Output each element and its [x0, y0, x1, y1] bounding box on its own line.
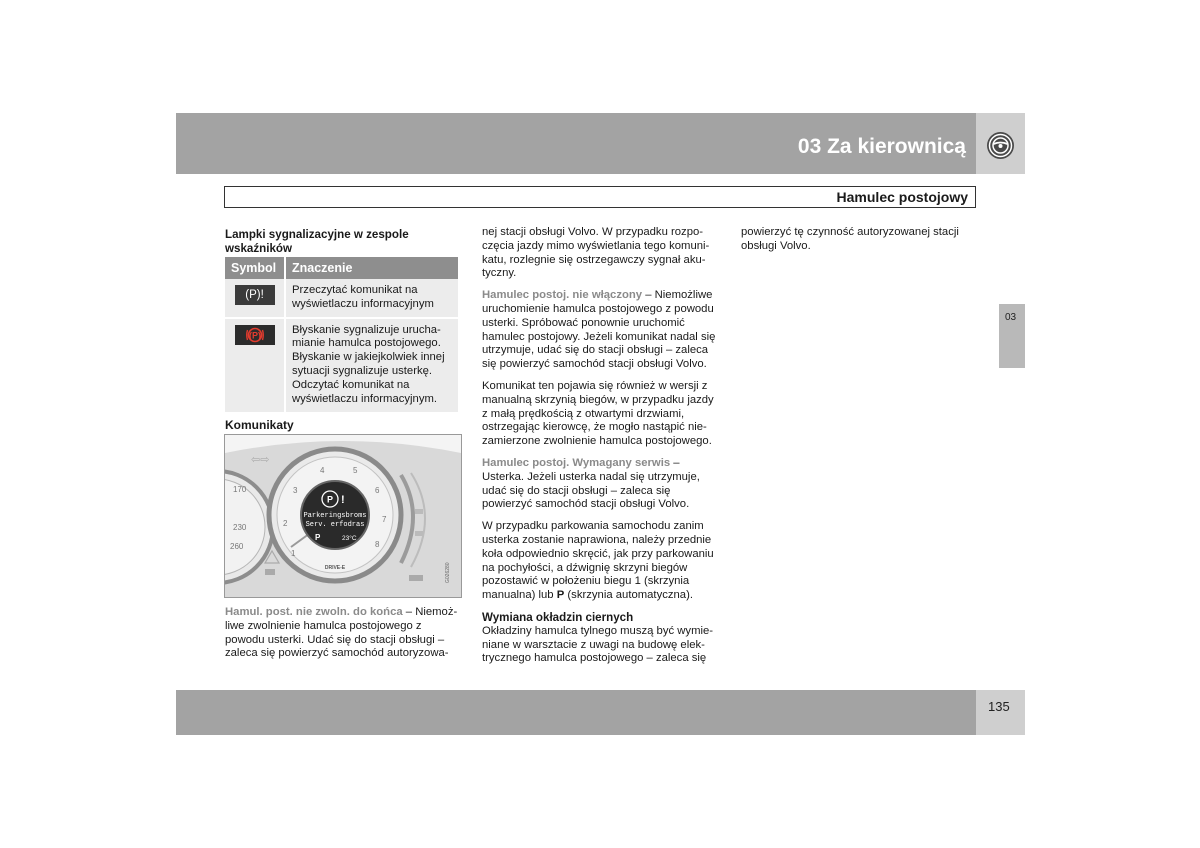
rpm-tick-label: 7: [382, 515, 387, 524]
text-column-2: [482, 226, 718, 666]
speed-tick-label: 260: [230, 542, 244, 551]
table-header-meaning: Znaczenie: [285, 257, 458, 279]
table-row: [225, 279, 458, 318]
signal-lamps-table: [225, 257, 458, 412]
signal-lamps-heading: Lampki sygnalizacyjne w zespole wskaźników: [225, 228, 409, 255]
svg-text:DRIVE-E: DRIVE-E: [324, 565, 346, 571]
message-label: Hamulec postoj. nie włączony: [482, 289, 643, 302]
table-row: [225, 318, 458, 412]
chapter-icon-box: [976, 113, 1025, 174]
message-paragraph: Hamul. post. nie zwoln. do końca – Niemoż-liwe zwolnienie hamulca postojowego z powodu usterki. Udać się do stacji obsługi – zaleca się powierzyć samochód autoryzowa-: [225, 606, 458, 660]
message-paragraph: Hamulec postoj. nie włączony – Niemożliwe uruchomienie hamulca postojowego z powodu usterki. Spróbować ponownie uruchomić hamulec postojowy. Jeżeli komunikat nadal się utrzymuje, udać się do stacji obsługi – zaleca się powierzyć samochód stacji obsługi Volvo.: [482, 289, 716, 371]
footer-band: [176, 690, 976, 735]
table-header-symbol: Symbol: [225, 257, 285, 279]
image-code: G026280: [445, 562, 451, 583]
steering-wheel-icon: [986, 131, 1015, 165]
rpm-tick-label: 6: [375, 486, 380, 495]
chapter-side-tab: [999, 304, 1025, 368]
page-number: 135: [988, 699, 1010, 714]
page-number-box: [976, 690, 1025, 735]
section-title: Hamulec postojowy: [836, 189, 968, 205]
messages-heading: Komunikaty: [225, 418, 294, 432]
message-label: Hamulec postoj. Wymagany serwis: [482, 456, 671, 469]
svg-text:!: !: [341, 494, 345, 506]
message-label: Hamul. post. nie zwoln. do końca: [225, 606, 403, 618]
table-cell-meaning: Przeczytać komunikat na wyświetlaczu informacyjnym: [285, 279, 458, 318]
rpm-tick-label: 8: [375, 540, 380, 549]
paragraph: Komunikat ten pojawia się również w wersji z manualną skrzynią biegów, w przypadku jazdy z małą prędkością z otwartymi drzwiami, ostrzegając kierowcę, że mogło nastąpić nie-zamierzone zwolnienie hamulca postojowego.: [482, 379, 714, 448]
display-temp: 23°C: [342, 535, 357, 542]
rpm-tick-label: 4: [320, 466, 325, 475]
side-tab-label: 03: [1005, 312, 1017, 323]
display-gear: P: [315, 533, 321, 542]
svg-text:P: P: [326, 494, 334, 505]
display-line-2: Serv. erfodras: [305, 521, 365, 529]
display-line-1: Parkeringsbroms: [303, 512, 367, 520]
instrument-cluster-illustration: [224, 434, 462, 598]
turn-arrows-icon: ⇦⇨: [251, 454, 270, 466]
rpm-tick-label: 3: [293, 486, 298, 495]
message-paragraph: Hamulec postoj. Wymagany serwis – Usterka. Jeżeli usterka nadal się utrzymuje, udać się do stacji obsługi – zaleca się powierzyć samochód stacji obsługi Volvo.: [482, 456, 700, 511]
section-title-bar: [224, 186, 976, 208]
text-column-3: [741, 226, 977, 262]
rpm-tick-label: 1: [291, 549, 296, 558]
parking-brake-letter: (P): [248, 330, 261, 341]
rpm-tick-label: 2: [283, 519, 288, 528]
parking-brake-red-icon: [235, 325, 275, 345]
rpm-tick-label: 5: [353, 466, 358, 475]
table-cell-meaning: Błyskanie sygnalizuje urucha-mianie hamulca postojowego. Błyskanie w jakiejkolwiek innej sytuacji sygnalizuje usterkę. Odczytać komunikat na wyświetlaczu informacyjnym.: [285, 318, 458, 412]
speed-tick-label: 170: [233, 485, 247, 494]
paragraph: nej stacji obsługi Volvo. W przypadku rozpo-częcia jazdy mimo wyświetlania tego komuni-katu, rozlegnie się ostrzegawczy sygnał aku-tyczny.: [482, 226, 710, 280]
parking-brake-warning-symbol: (P)!: [235, 285, 275, 305]
paragraph: Okładziny hamulca tylnego muszą być wymie-niane w warsztacie z uwagi na budowę elek-trycznego hamulca postojowego – zaleca się: [482, 624, 714, 665]
speed-tick-label: 230: [233, 523, 247, 532]
paragraph: W przypadku parkowania samochodu zanim usterka zostanie naprawiona, należy przednie koła odpowiednio skręcić, jak przy parkowaniu na pochyłości, a dźwignię skrzyni biegów pozostawić w położeniu biegu 1 (skrzynia manualna) lub P (skrzynia automatyczna).: [482, 520, 714, 602]
chapter-header-band: [176, 113, 976, 174]
chapter-title: 03 Za kierownicą: [797, 135, 966, 158]
subheading: Wymiana okładzin ciernych: [482, 610, 634, 624]
paragraph: powierzyć tę czynność autoryzowanej stacji obsługi Volvo.: [741, 226, 959, 252]
